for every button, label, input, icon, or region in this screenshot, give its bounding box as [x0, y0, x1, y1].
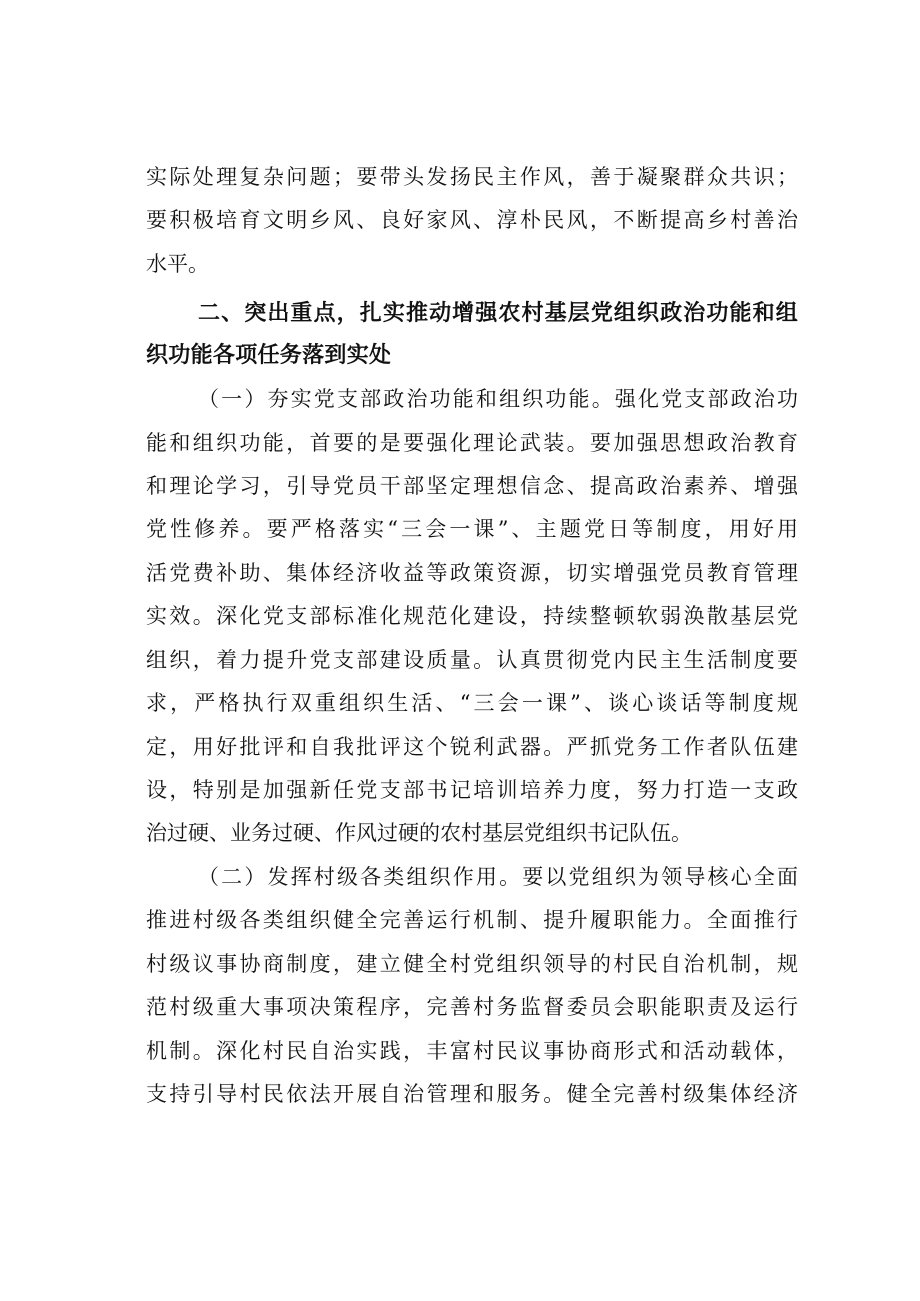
paragraph-line: 村级议事协商制度，建立健全村党组织领导的村民自治机制，规: [146, 952, 798, 976]
body-text-line: 要积极培育文明乡风、良好家风、淳朴民风，不断提高乡村善治: [146, 208, 798, 232]
paragraph-line: 组织，着力提升党支部建设质量。认真贯彻党内民主生活制度要: [146, 648, 798, 672]
paragraph-line: 推进村级各类组织健全完善运行机制、提升履职能力。全面推行: [146, 908, 798, 932]
paragraph-line: 求，严格执行双重组织生活、“三会一课”、谈心谈话等制度规: [146, 691, 798, 715]
paragraph-line: 定，用好批评和自我批评这个锐利武器。严抓党务工作者队伍建: [146, 735, 798, 759]
paragraph-line: 设，特别是加强新任党支部书记培训培养力度，努力打造一支政: [146, 778, 798, 802]
paragraph-line: （一）夯实党支部政治功能和组织功能。强化党支部政治功: [198, 387, 798, 411]
paragraph-line: 活党费补助、集体经济收益等政策资源，切实增强党员教育管理: [146, 561, 798, 585]
paragraph-line: 实效。深化党支部标准化规范化建设，持续整顿软弱涣散基层党: [146, 604, 798, 628]
paragraph-line: 党性修养。要严格落实“三会一课”、主题党日等制度，用好用: [146, 517, 798, 541]
body-text-line: 水平。: [146, 252, 209, 276]
paragraph-line: 能和组织功能，首要的是要强化理论武装。要加强思想政治教育: [146, 431, 798, 455]
body-text-line: 实际处理复杂问题；要带头发扬民主作风，善于凝聚群众共识；: [146, 165, 798, 189]
paragraph-line: 支持引导村民依法开展自治管理和服务。健全完善村级集体经济: [146, 1082, 798, 1106]
section-heading: 二、突出重点，扎实推动增强农村基层党组织政治功能和组: [198, 301, 798, 326]
paragraph-line: 治过硬、业务过硬、作风过硬的农村基层党组织书记队伍。: [146, 821, 692, 845]
paragraph-line: 机制。深化村民自治实践，丰富村民议事协商形式和活动载体，: [146, 1039, 798, 1063]
section-heading: 织功能各项任务落到实处: [146, 343, 392, 368]
paragraph-line: 和理论学习，引导党员干部坚定理想信念、提高政治素养、增强: [146, 474, 798, 498]
paragraph-line: 范村级重大事项决策程序，完善村务监督委员会职能职责及运行: [146, 995, 798, 1019]
paragraph-line: （二）发挥村级各类组织作用。要以党组织为领导核心全面: [198, 865, 798, 889]
